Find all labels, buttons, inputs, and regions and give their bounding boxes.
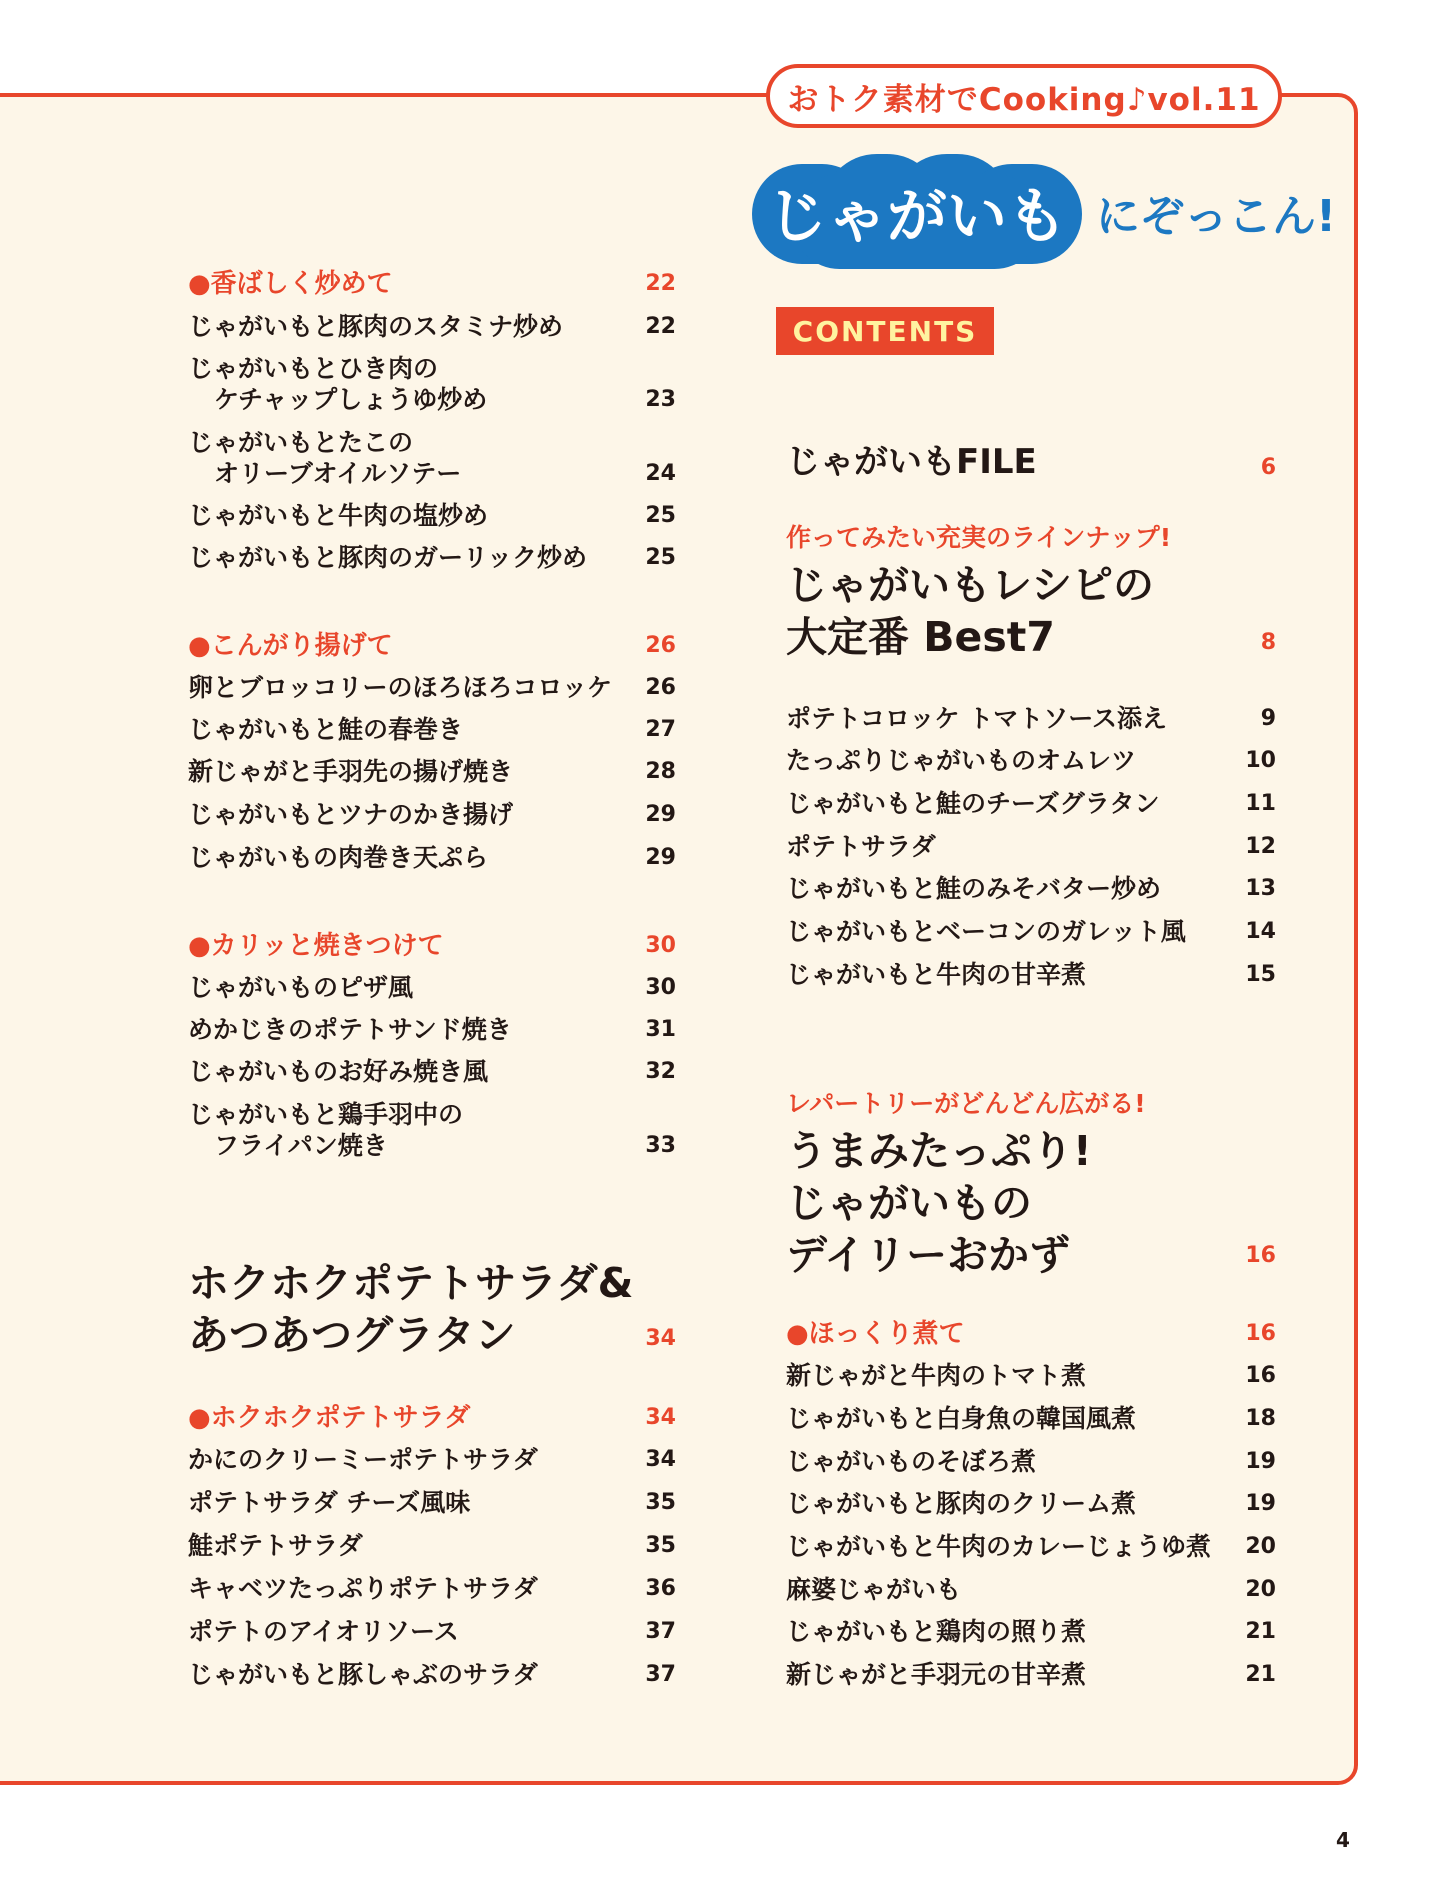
toc-page: 13 (1245, 876, 1276, 901)
toc-page: 16 (1245, 1363, 1276, 1388)
toc-page: 21 (1245, 1662, 1276, 1687)
toc-item[interactable]: じゃがいもとたこの (188, 428, 414, 457)
toc-item[interactable]: 新じゃがと手羽元の甘辛煮 (786, 1660, 1087, 1689)
toc-page: 23 (645, 387, 676, 412)
section-page: 22 (645, 271, 676, 296)
toc-page: 37 (645, 1619, 676, 1644)
toc-page: 26 (645, 675, 676, 700)
toc-item[interactable]: めかじきのポテトサンド焼き (188, 1015, 512, 1044)
toc-page: 11 (1245, 791, 1276, 816)
toc-page: 27 (645, 717, 676, 742)
feature-title-line1[interactable]: ホクホクポテトサラダ& (188, 1259, 634, 1307)
toc-item[interactable]: じゃがいもと白身魚の韓国風煮 (786, 1404, 1137, 1433)
toc-item[interactable]: じゃがいもと豚肉のガーリック炒め (188, 543, 588, 572)
section-heading: ●こんがり揚げて (188, 631, 393, 661)
toc-item[interactable]: たっぷりじゃがいものオムレツ (786, 746, 1137, 775)
toc-item[interactable]: 新じゃがと手羽先の揚げ焼き (188, 757, 514, 786)
section-heading: ●カリッと焼きつけて (188, 931, 444, 961)
file-title[interactable]: じゃがいもFILE (786, 442, 1037, 482)
daily-title-line2[interactable]: じゃがいもの (786, 1179, 1032, 1227)
file-page: 6 (1260, 455, 1276, 480)
section-page: 16 (1245, 1321, 1276, 1346)
daily-lead: レパートリーがどんどん広がる! (786, 1089, 1146, 1118)
section-heading: ●ほっくり煮て (786, 1319, 965, 1349)
toc-page: 19 (1245, 1449, 1276, 1474)
series-tag: おトク素材でCooking♪vol.11 (766, 64, 1282, 128)
toc-item[interactable]: ポテトサラダ (786, 832, 936, 861)
daily-page: 16 (1245, 1243, 1276, 1268)
toc-item[interactable]: ポテトのアイオリソース (188, 1617, 459, 1646)
daily-title-line1[interactable]: うまみたっぷり! (786, 1127, 1092, 1175)
toc-page: 34 (645, 1447, 676, 1472)
contents-badge: CONTENTS (776, 307, 994, 355)
toc-page: 35 (645, 1533, 676, 1558)
feature-title-line2[interactable]: あつあつグラタン (188, 1311, 516, 1359)
title-sub: にぞっこん! (1096, 191, 1337, 242)
page-number: 4 (1336, 1828, 1350, 1852)
toc-item[interactable]: じゃがいもと牛肉の塩炒め (188, 501, 489, 530)
toc-page: 20 (1245, 1577, 1276, 1602)
best-lead: 作ってみたい充実のラインナップ! (786, 523, 1172, 552)
toc-page: 29 (645, 802, 676, 827)
toc-item[interactable]: 麻婆じゃがいも (786, 1575, 962, 1604)
toc-page: 19 (1245, 1491, 1276, 1516)
toc-page: 21 (1245, 1619, 1276, 1644)
toc-item[interactable]: かにのクリーミーポテトサラダ (188, 1445, 538, 1474)
toc-page: 12 (1245, 834, 1276, 859)
toc-item[interactable]: じゃがいもと牛肉のカレーじょうゆ煮 (786, 1532, 1212, 1561)
toc-item-line2[interactable]: ケチャップしょうゆ炒め (214, 385, 488, 414)
toc-item[interactable]: ポテトコロッケ トマトソース添え (786, 704, 1167, 733)
toc-item-line2[interactable]: フライパン焼き (214, 1131, 388, 1160)
toc-page: 30 (645, 975, 676, 1000)
toc-item[interactable]: じゃがいもとツナのかき揚げ (188, 800, 514, 829)
toc-item[interactable]: じゃがいものピザ風 (188, 973, 414, 1002)
feature-page: 34 (645, 1326, 676, 1351)
daily-title-line3[interactable]: デイリーおかず (786, 1231, 1071, 1279)
toc-page: 35 (645, 1490, 676, 1515)
toc-page: 15 (1245, 962, 1276, 987)
toc-page: 31 (645, 1017, 676, 1042)
toc-page: 28 (645, 759, 676, 784)
toc-page: 20 (1245, 1534, 1276, 1559)
section-heading: ●ホクホクポテトサラダ (188, 1403, 471, 1433)
section-page: 34 (645, 1405, 676, 1430)
toc-item[interactable]: じゃがいもとひき肉の (188, 354, 439, 383)
toc-item[interactable]: じゃがいもと鮭のチーズグラタン (786, 789, 1160, 818)
toc-item[interactable]: 新じゃがと牛肉のトマト煮 (786, 1361, 1087, 1390)
toc-page: 24 (645, 461, 676, 486)
toc-item[interactable]: じゃがいもと牛肉の甘辛煮 (786, 960, 1087, 989)
toc-page: 22 (645, 314, 676, 339)
toc-page: 29 (645, 845, 676, 870)
section-heading: ●香ばしく炒めて (188, 269, 393, 299)
toc-item[interactable]: キャベツたっぷりポテトサラダ (188, 1574, 538, 1603)
toc-item-line2[interactable]: オリーブオイルソテー (214, 459, 462, 488)
toc-item[interactable]: じゃがいもの肉巻き天ぷら (188, 843, 489, 872)
toc-item[interactable]: じゃがいものお好み焼き風 (188, 1057, 489, 1086)
toc-item[interactable]: じゃがいもと鮭の春巻き (188, 715, 464, 744)
section-page: 30 (645, 933, 676, 958)
best-title-line1[interactable]: じゃがいもレシピの (786, 561, 1154, 609)
toc-item[interactable]: じゃがいもとベーコンのガレット風 (786, 917, 1186, 946)
toc-page: 25 (645, 503, 676, 528)
toc-page: 10 (1245, 748, 1276, 773)
section-page: 26 (645, 633, 676, 658)
toc-page: 14 (1245, 919, 1276, 944)
toc-item[interactable]: じゃがいもと豚肉のスタミナ炒め (188, 312, 564, 341)
toc-item[interactable]: じゃがいもと豚しゃぶのサラダ (188, 1660, 538, 1689)
toc-page: 18 (1245, 1406, 1276, 1431)
toc-page: 36 (645, 1576, 676, 1601)
toc-page: 32 (645, 1059, 676, 1084)
title-main: じゃがいも (767, 182, 1067, 252)
toc-item[interactable]: 卵とブロッコリーのほろほろコロッケ (188, 673, 613, 702)
toc-page: 33 (645, 1133, 676, 1158)
toc-item[interactable]: じゃがいもと鶏肉の照り煮 (786, 1617, 1087, 1646)
best-page: 8 (1260, 630, 1276, 655)
toc-item[interactable]: じゃがいもと鶏手羽中の (188, 1100, 464, 1129)
toc-page: 25 (645, 545, 676, 570)
toc-item[interactable]: 鮭ポテトサラダ (188, 1531, 363, 1560)
toc-item[interactable]: じゃがいもと鮭のみそバター炒め (786, 874, 1162, 903)
toc-item[interactable]: じゃがいもと豚肉のクリーム煮 (786, 1489, 1137, 1518)
toc-page: 37 (645, 1662, 676, 1687)
best-title-line2[interactable]: 大定番 Best7 (786, 613, 1055, 661)
toc-page: 9 (1260, 706, 1276, 731)
toc-item[interactable]: じゃがいものそぼろ煮 (786, 1447, 1037, 1476)
toc-item[interactable]: ポテトサラダ チーズ風味 (188, 1488, 471, 1517)
